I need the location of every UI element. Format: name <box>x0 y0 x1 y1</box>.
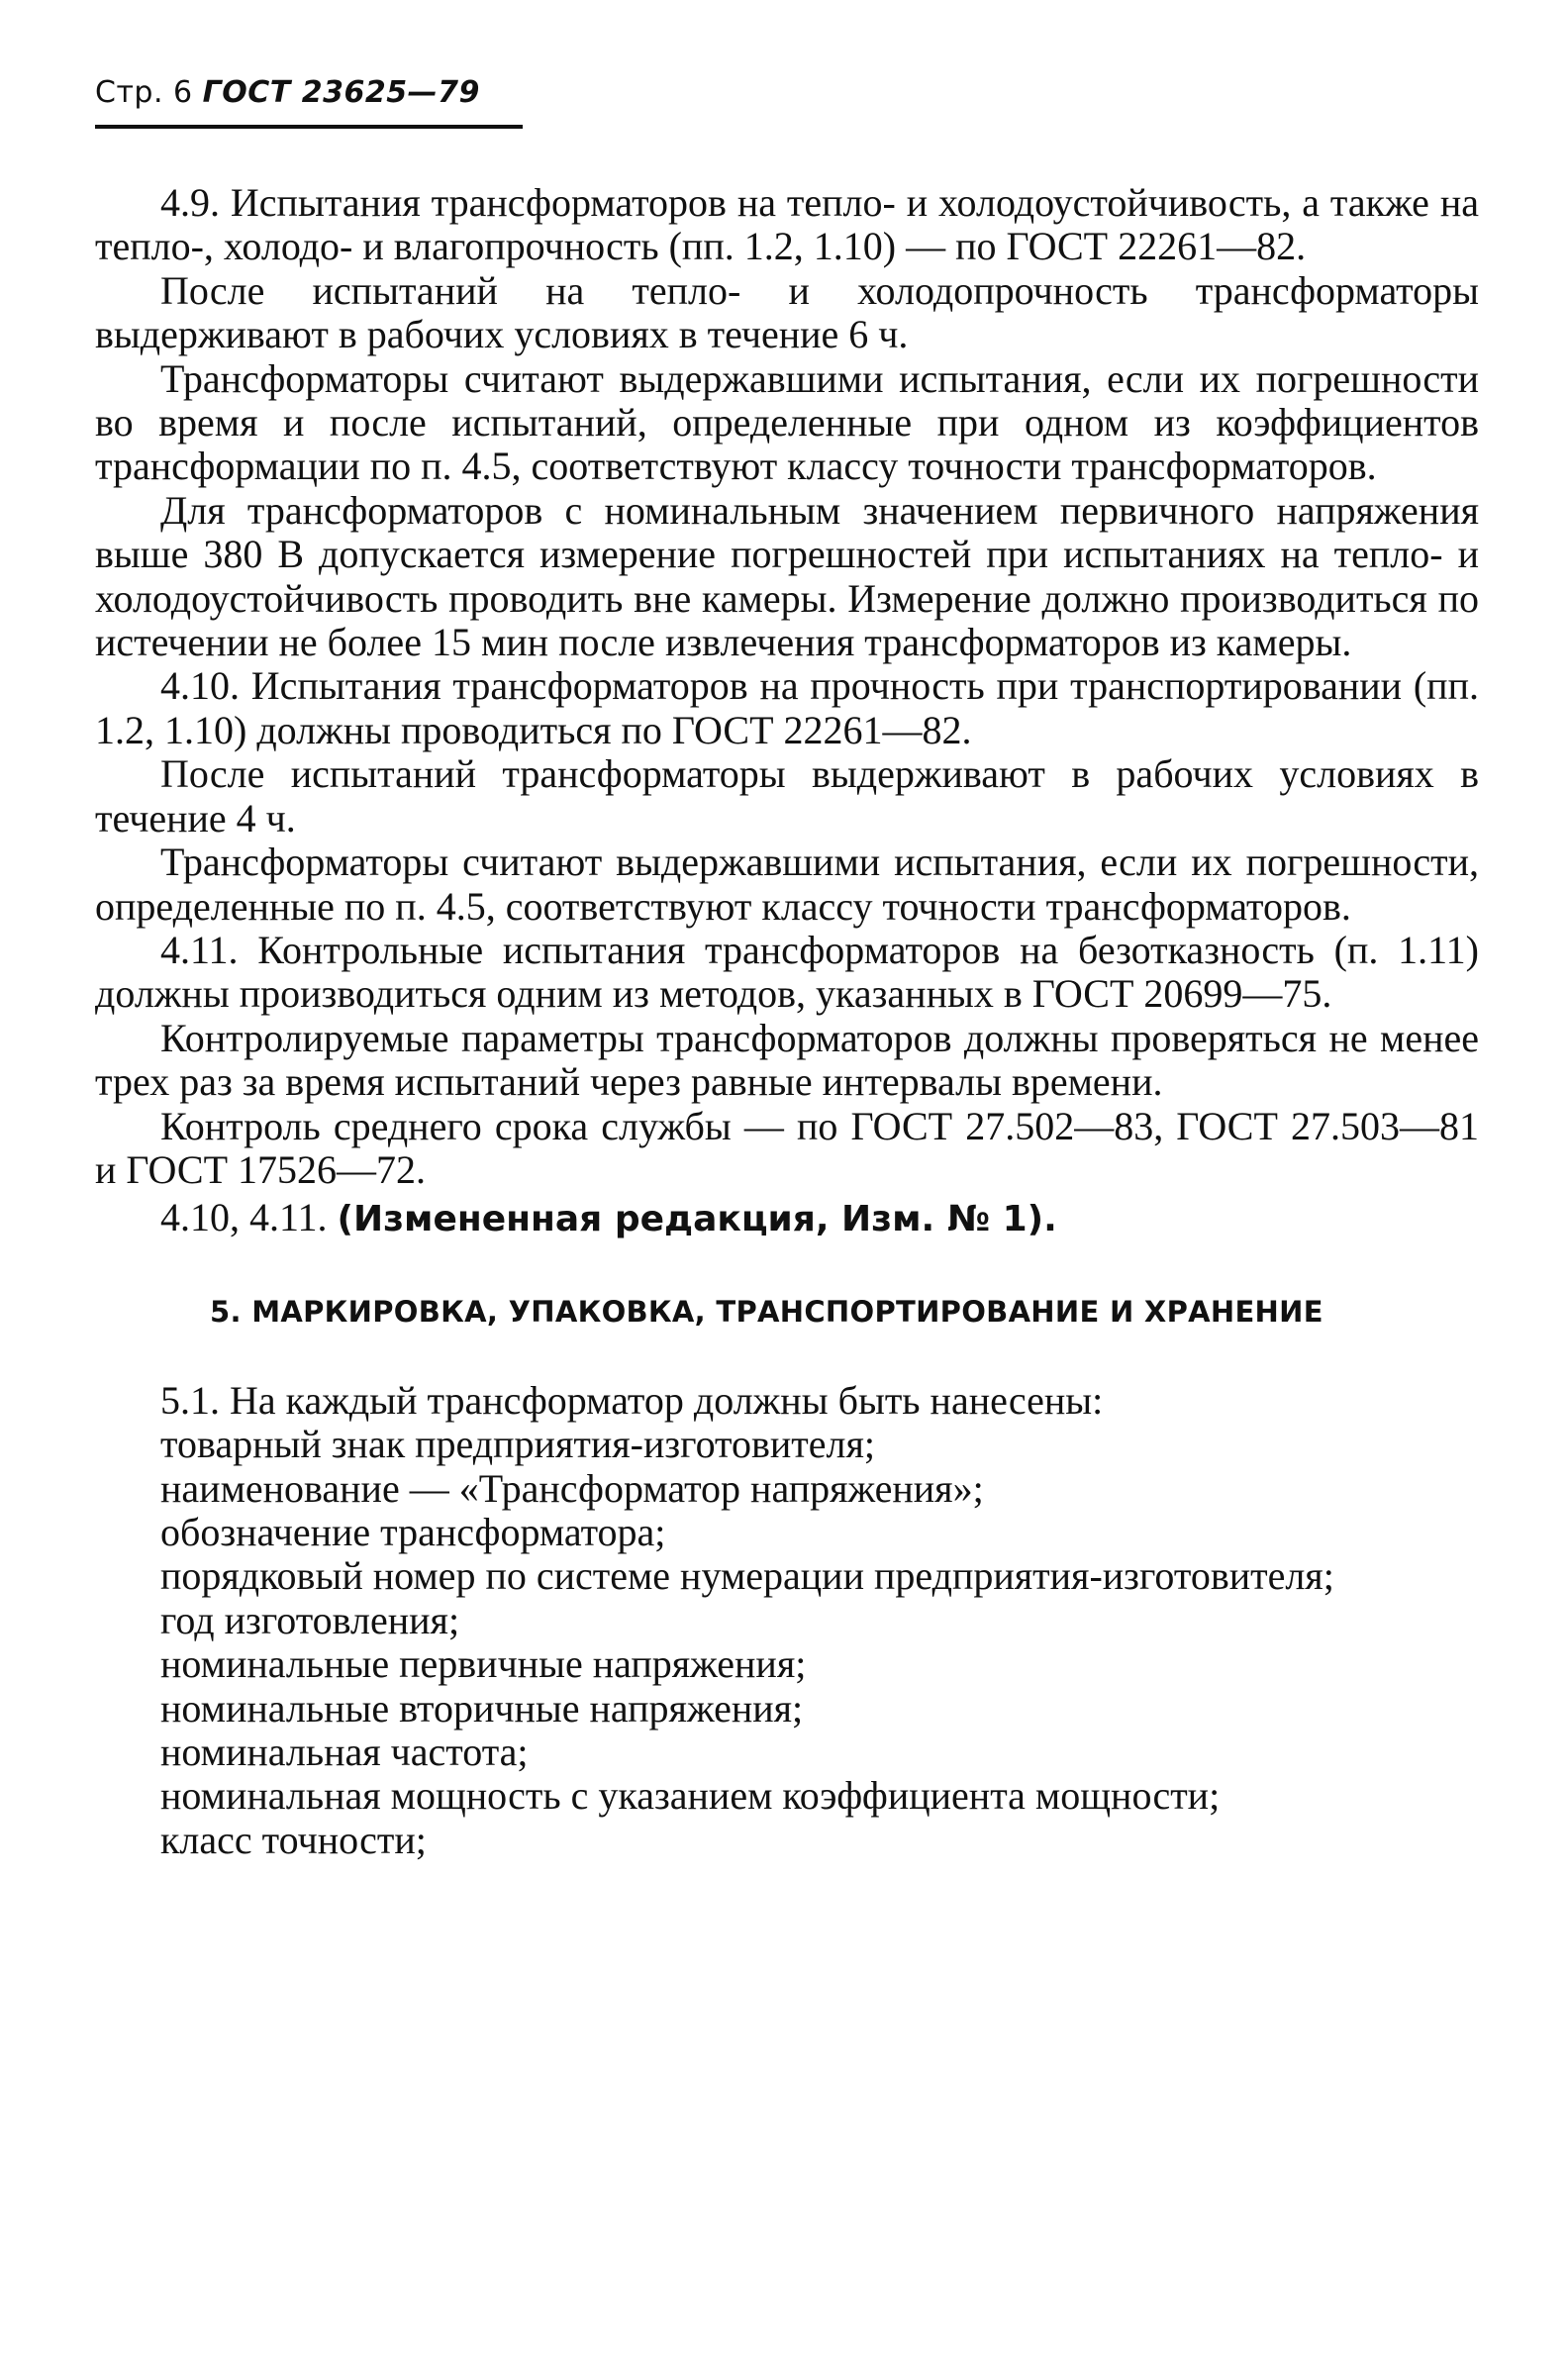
paragraph-4-11: 4.11. Контрольные испытания трансформаторов на безотказность (п. 1.11) должны производиться одним из методов, указанных в ГОСТ 20699—75. <box>95 927 1479 1017</box>
page-label: Стр. 6 <box>95 75 193 110</box>
amendment-note <box>95 1196 1479 1241</box>
amendment-text: (Измененная редакция, Изм. № 1). <box>337 1199 1057 1240</box>
list-item: порядковый номер по системе нумерации предприятия-изготовителя; <box>160 1553 1334 1599</box>
document-body <box>95 181 1479 1862</box>
paragraph-4-9-criteria: Трансформаторы считают выдержавшими испытания, если их погрешности во время и после испытаний, определенные при одном из коэффициентов трансформации по п. 4.5, соответствуют классу точности трансформаторов. <box>95 355 1479 489</box>
list-item: номинальная мощность с указанием коэффициента мощности; <box>160 1773 1221 1819</box>
paragraph-4-10: 4.10. Испытания трансформаторов на прочность при транспортировании (пп. 1.2, 1.10) должны проводиться по ГОСТ 22261—82. <box>95 663 1479 752</box>
list-item: товарный знак предприятия-изготовителя; <box>160 1422 875 1467</box>
paragraph-4-11-parameters: Контролируемые параметры трансформаторов должны проверяться не менее трех раз за время испытаний через равные интервалы времени. <box>95 1015 1479 1105</box>
running-header <box>95 73 480 113</box>
paragraph-4-9-measurement: Для трансформаторов с номинальным значением первичного напряжения выше 380 В допускается измерение погрешностей при испытаниях на тепло- и холодоустойчивость проводить вне камеры. Измерение должно производиться по истечении не более 15 мин после извлечения трансформаторов из камеры. <box>95 487 1479 665</box>
standard-number: ГОСТ 23625—79 <box>202 75 480 110</box>
list-item: номинальные вторичные напряжения; <box>160 1685 804 1731</box>
list-item: класс точности; <box>160 1817 427 1862</box>
header-rule <box>95 125 523 129</box>
list-item: номинальная частота; <box>160 1730 529 1774</box>
list-item: номинальные первичные напряжения; <box>160 1641 807 1687</box>
list-item: обозначение трансформатора; <box>160 1509 666 1554</box>
list-item: наименование — «Трансформатор напряжения»; <box>160 1465 984 1511</box>
paragraph-5-1: 5.1. На каждый трансформатор должны быть нанесены: <box>160 1377 1104 1423</box>
paragraph-4-9: 4.9. Испытания трансформаторов на тепло- и холодоустойчивость, а также на тепло-, холодо- и влагопрочность (пп. 1.2, 1.10) — по ГОСТ 22261—82. <box>95 180 1479 269</box>
paragraph-4-9-conditioning: После испытаний на тепло- и холодопрочность трансформаторы выдерживают в рабочих условиях в течение 6 ч. <box>95 267 1479 357</box>
section-5-heading: 5. МАРКИРОВКА, УПАКОВКА, ТРАНСПОРТИРОВАНИЕ И ХРАНЕНИЕ <box>210 1294 1323 1329</box>
paragraph-4-10-conditioning: После испытаний трансформаторы выдерживают в рабочих условиях в течение 4 ч. <box>95 751 1479 841</box>
marking-list <box>95 1379 1479 1862</box>
paragraph-4-10-criteria: Трансформаторы считают выдержавшими испытания, если их погрешности, определенные по п. 4.5, соответствуют классу точности трансформаторов. <box>95 840 1479 929</box>
paragraph-4-11-service-life: Контроль среднего срока службы — по ГОСТ 27.502—83, ГОСТ 27.503—81 и ГОСТ 17526—72. <box>95 1103 1479 1192</box>
list-item: год изготовления; <box>160 1597 460 1642</box>
amendment-refs: 4.10, 4.11. <box>160 1195 328 1240</box>
